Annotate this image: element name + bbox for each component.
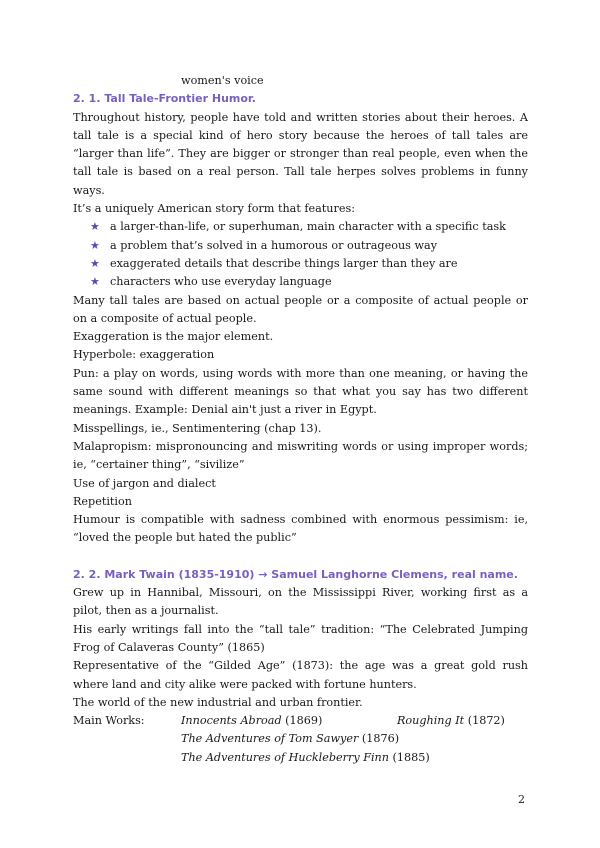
star-icon: ★ <box>90 256 100 270</box>
document-page <box>73 72 528 767</box>
main-works-label: Main Works: <box>73 714 145 728</box>
work-item: Innocents Abroad (1869) <box>181 714 323 728</box>
section-gap <box>73 548 528 566</box>
section-heading-mark-twain: 2. 2. Mark Twain (1835-1910) → Samuel Langhorne Clemens, real name. <box>73 567 518 581</box>
paragraph: Representative of the “Gilded Age” (1873): the age was a great gold rush where land and city alike were packed with fortune hunters. <box>73 659 528 691</box>
paragraph: Grew up in Hannibal, Missouri, on the Mississippi River, working first as a pilot, then as a journalist. <box>73 586 528 618</box>
list-item: ★ a problem that’s solved in a humorous or outrageous way <box>90 237 528 255</box>
section-heading-tall-tale: 2. 1. Tall Tale-Frontier Humor. <box>73 92 256 106</box>
features-lead: It’s a uniquely American story form that features: <box>73 202 355 216</box>
paragraph: The world of the new industrial and urban frontier. <box>73 695 363 709</box>
paragraph: Repetition <box>73 494 132 508</box>
works-list <box>181 712 505 767</box>
paragraph-intro: Throughout history, people have told and written stories about their heroes. A tall tale is a special kind of hero story because the heroes of tall tales are “larger than life”. They are bigger or stronger than real people, even when the tall tale is based on a real person. Tall tale herpes solves problems in funny ways. <box>73 110 528 197</box>
star-icon: ★ <box>90 238 100 252</box>
star-icon: ★ <box>90 275 100 289</box>
list-item: ★ characters who use everyday language <box>90 273 528 291</box>
work-item: Roughing It (1872) <box>397 714 505 728</box>
paragraph: Pun: a play on words, using words with more than one meaning, or having the same sound with different meanings so that what you say has two different meanings. Example: Denial ain't just a river in Egypt. <box>73 366 528 417</box>
paragraph: Misspellings, ie., Sentimentering (chap 13). <box>73 421 322 435</box>
work-item: The Adventures of Huckleberry Finn (1885) <box>181 750 430 764</box>
works-row <box>181 712 505 730</box>
paragraph: Malapropism: mispronouncing and miswriting words or using improper words; ie, “certainer thing”, “sivilize” <box>73 439 528 472</box>
main-works <box>73 712 528 767</box>
paragraph: Exaggeration is the major element. <box>73 330 274 344</box>
paragraph: His early writings fall into the “tall tale” tradition: “The Celebrated Jumping Frog of Calaveras County” (1865) <box>73 622 528 654</box>
list-item: ★ a larger-than-life, or superhuman, main character with a specific task <box>90 218 528 236</box>
list-item: ★ exaggerated details that describe things larger than they are <box>90 255 528 273</box>
paragraph: Humour is compatible with sadness combined with enormous pessimism: ie, “loved the people but hated the public” <box>73 513 528 545</box>
page-number: 2 <box>518 793 525 806</box>
paragraph: Hyperbole: exaggeration <box>73 348 215 362</box>
paragraph: Many tall tales are based on actual people or a composite of actual people or on a composite of actual people. <box>73 293 528 325</box>
star-icon: ★ <box>90 220 100 234</box>
work-item: The Adventures of Tom Sawyer (1876) <box>181 732 400 746</box>
features-list <box>73 218 528 291</box>
paragraph: Use of jargon and dialect <box>73 476 216 490</box>
continued-line: women's voice <box>181 74 264 87</box>
